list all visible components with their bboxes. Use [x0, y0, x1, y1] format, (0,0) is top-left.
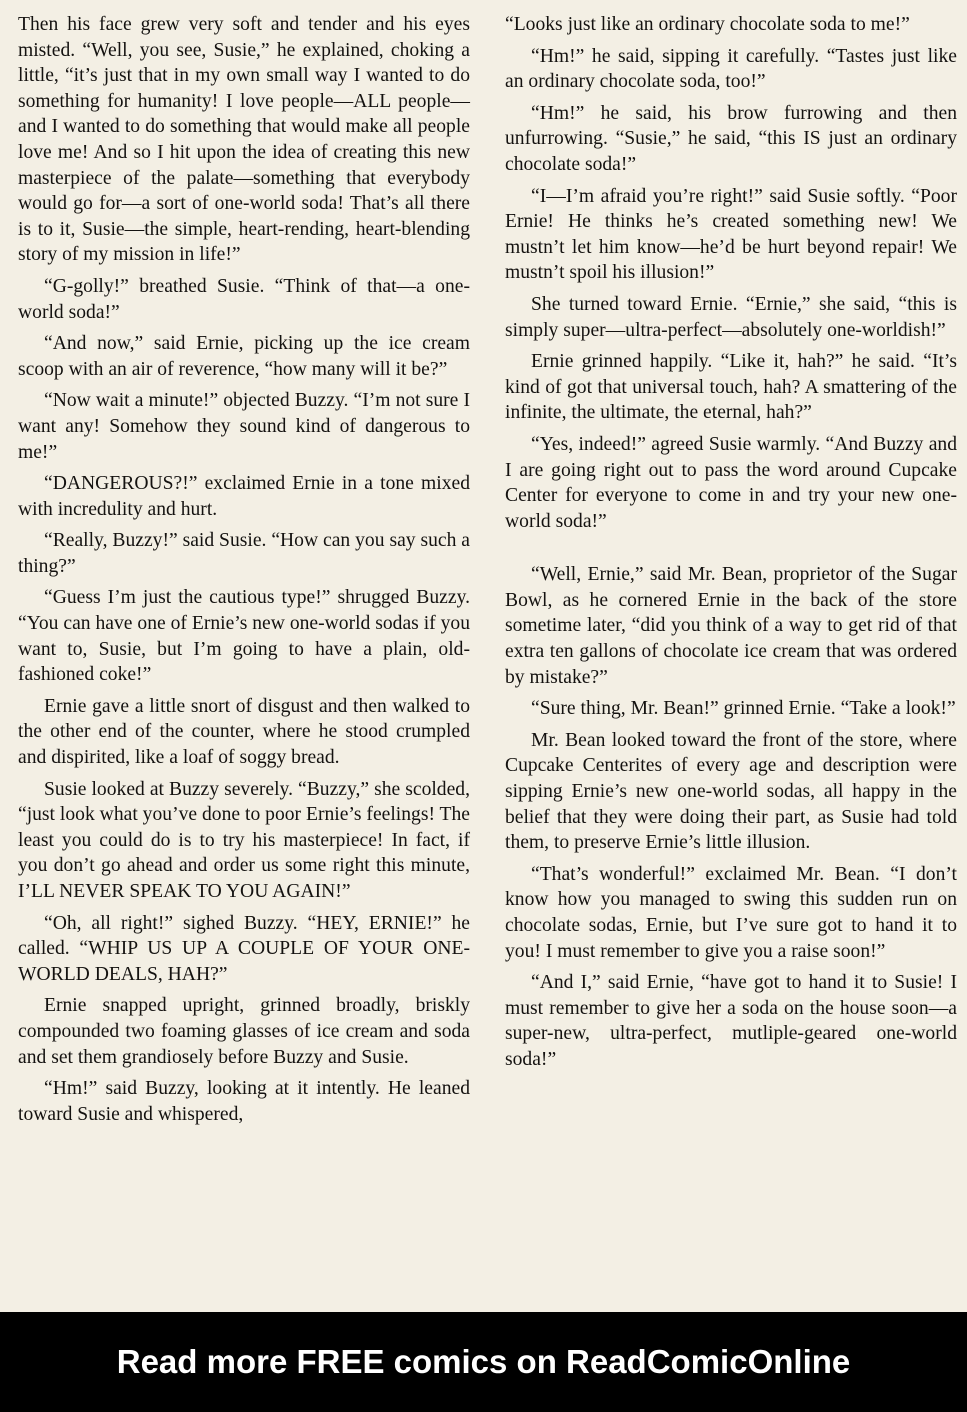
paragraph: “Looks just like an ordinary chocolate soda to me!” — [505, 14, 910, 35]
paragraph: Ernie grinned happily. “Like it, hah?” he said. “It’s kind of got that universal touch, hah? A smattering of the infinite, the ultimate, the eternal, hah?” — [505, 351, 957, 424]
promo-banner — [0, 1312, 967, 1412]
paragraph: “DANGEROUS?!” exclaimed Ernie in a tone mixed with incredulity and hurt. — [18, 473, 470, 520]
paragraph: “Yes, indeed!” agreed Susie warmly. “And Buzzy and I are going right out to pass the word around Cupcake Center for everyone to come in and try your new one-world soda!” — [505, 433, 957, 532]
paragraph: “G-golly!” breathed Susie. “Think of that—a one-world soda!” — [18, 275, 470, 323]
paragraph: “I—I’m afraid you’re right!” said Susie softly. “Poor Ernie! He thinks he’s created something new! We mustn’t let him know—he’d be hurt beyond repair! We mustn’t spoil his illusion!” — [505, 185, 957, 284]
paragraph: “Sure thing, Mr. Bean!” grinned Ernie. “Take a look!” — [531, 698, 956, 720]
paragraph: Mr. Bean looked toward the front of the store, where Cupcake Centerites of every age and description were sipping Ernie’s new one-world sodas, all happy in the belief that they were doing their part, as Susie had told them, to preserve Ernie’s little illusion. — [505, 729, 957, 854]
paragraph: Ernie gave a little snort of disgust and then walked to the other end of the counter, where he stood crumpled and dispirited, like a loaf of soggy bread. — [18, 695, 470, 769]
read-more-link[interactable]: Read more FREE comics on ReadComicOnline — [116, 1343, 851, 1380]
paragraph: “And now,” said Ernie, picking up the ice cream scoop with an air of reverence, “how many will it be?” — [18, 333, 470, 380]
story-column-right — [505, 12, 957, 1079]
paragraph: “Hm!” said Buzzy, looking at it intently. He leaned toward Susie and whispered, — [18, 1078, 470, 1125]
paragraph: Susie looked at Buzzy severely. “Buzzy,” she scolded, “just look what you’ve done to poor Ernie’s feelings! The least you could do is to try his masterpiece! In fact, if you don’t go ahead and order us some right this minute, I’LL NEVER SPEAK TO YOU AGAIN!” — [18, 778, 470, 902]
paragraph: Ernie snapped upright, grinned broadly, briskly compounded two foaming glasses of ice cream and soda and set them grandiosely before Buzzy and Susie. — [18, 995, 470, 1068]
paragraph: “That’s wonderful!” exclaimed Mr. Bean. “I don’t know how you managed to swing this sudden run on chocolate sodas, Ernie, but I’ve sure got to hand it to you! I must remember to give you a raise soon!” — [505, 863, 957, 962]
paragraph: She turned toward Ernie. “Ernie,” she said, “this is simply super—ultra-perfect—absolutely one-worldish!” — [505, 293, 957, 341]
paragraph: “And I,” said Ernie, “have got to hand it to Susie! I must remember to give her a soda on the house soon—a super-new, ultra-perfect, mutliple-geared one-world soda!” — [505, 972, 957, 1070]
paragraph: “Really, Buzzy!” said Susie. “How can you say such a thing?” — [18, 530, 470, 577]
paragraph: “Now wait a minute!” objected Buzzy. “I’m not sure I want any! Somehow they sound kind of dangerous to me!” — [18, 390, 470, 463]
story-column-left — [18, 12, 470, 1133]
paragraph: “Hm!” he said, sipping it carefully. “Tastes just like an ordinary chocolate soda, too!” — [505, 45, 957, 93]
paragraph: “Hm!” he said, his brow furrowing and then unfurrowing. “Susie,” he said, “this IS just an ordinary chocolate soda!” — [505, 102, 957, 175]
paragraph: “Guess I’m just the cautious type!” shrugged Buzzy. “You can have one of Ernie’s new one-world sodas if you want to, Susie, but I’m going to have a plain, old-fashioned coke!” — [18, 587, 470, 686]
paragraph: Then his face grew very soft and tender and his eyes misted. “Well, you see, Susie,” he explained, choking a little, “it’s just that in my own small way I wanted to do something for humanity! I love people—ALL people—and I wanted to do something that would make all people love me! And so I hit upon the idea of creating this new masterpiece of the palate—something that everybody would go for—a sort of one-world soda! That’s all there is to it, Susie—the simple, heart-rending, heart-blending story of my mission in life!” — [18, 14, 470, 266]
paragraph: “Well, Ernie,” said Mr. Bean, proprietor of the Sugar Bowl, as he cornered Ernie in the back of the store sometime later, “did you think of a way to get rid of that extra ten gallons of chocolate ice cream that was ordered by mistake?” — [505, 564, 957, 688]
paragraph: “Oh, all right!” sighed Buzzy. “HEY, ERNIE!” he called. “WHIP US UP A COUPLE OF YOUR ONE-WORLD DEALS, HAH?” — [18, 912, 470, 985]
